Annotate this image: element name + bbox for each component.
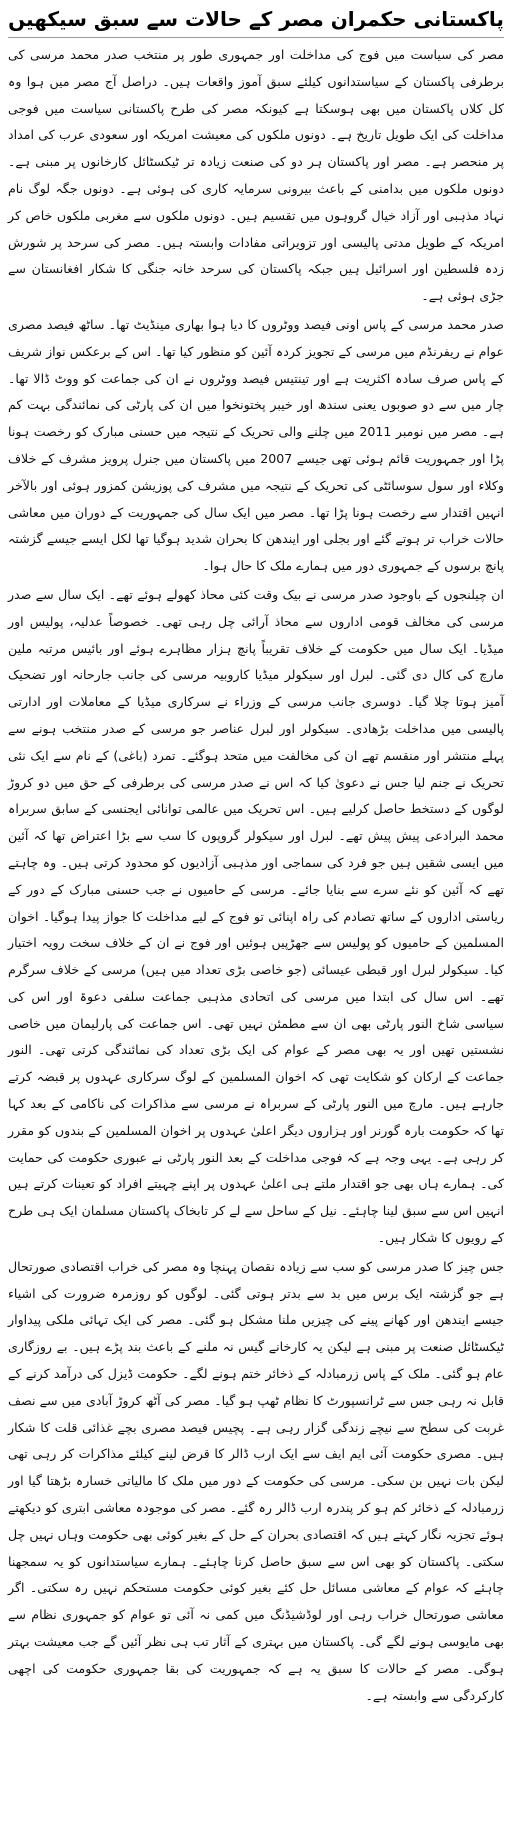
article-paragraph-1: مصر کی سیاست میں فوج کی مداخلت اور جمہوری طور پر منتخب صدر محمد مرسی کی برطرفی پاکستان کے سیاستدانوں کیلئے سبق آموز واقعات ہیں۔ دراصل آج مصر میں ہوا وہ کل کلاں پاکستان میں بھی ہوسکتا ہے کیونکہ مصر کی طرح پاکستانی سیاست میں فوجی مداخلت کی ایک طویل تاریخ ہے۔ دونوں ملکوں کی معیشت امریکہ اور سعودی عرب کی امداد پر منحصر ہے۔ مصر اور پاکستان ہر دو کی صنعت زیادہ تر ٹیکسٹائل کارخانوں پر مبنی ہے۔ دونوں ملکوں میں بدامنی کے باعث بیرونی سرمایہ کاری کی ہوئی ہے۔ دونوں جگہ لوگ نام نہاد مذہبی اور آزاد خیال گروہوں میں تقسیم ہیں۔ دونوں ملکوں سے مغربی ملکوں خاص کر امریکہ کے طویل مدتی پالیسی اور تزویراتی مفادات وابستہ ہیں۔ مصر کی سرحد پر شورش زدہ فلسطین اور اسرائیل ہیں جبکہ پاکستان کی سرحد خانہ جنگی کا شکار افغانستان سے جڑی ہوئی ہے۔ [8,47,504,304]
article-paragraph-2: صدر محمد مرسی کے پاس اونی فیصد ووٹروں کا دیا ہوا بھاری مینڈیٹ تھا۔ ساٹھ فیصد مصری عوام نے ریفرنڈم میں مرسی کے تجویز کردہ آئین کو منظور کیا تھا۔ اس کے برعکس نواز شریف کے پاس صرف سادہ اکثریت ہے اور تینتیس فیصد ووٹروں نے ان کی جماعت کو ووٹ ڈالا تھا۔ چار میں سے دو صوبوں یعنی سندھ اور خیبر پختونخوا میں ان کی پارٹی کی نمائندگی بہت کم ہے۔ مصر میں نومبر 2011 میں چلنے والی تحریک کے نتیجہ میں حسنی مبارک کو رخصت ہونا پڑا اور جمہوریت قائم ہوئی تھی جیسے 2007 میں پاکستان میں جنرل پرویز مشرف کے خلاف وکلاء اور سول سوسائٹی کی تحریک کے نتیجہ میں مشرف کی پوزیشن کمزور ہوئی اور بالآخر انہیں اقتدار سے رخصت ہونا پڑا تھا۔ مصر میں ایک سال کی جمہوریت کے دوران میں معاشی حالات خراب تر ہوتے گئے اور بجلی اور ایندھن کا بحران شدید ہوگیا تھا لکل ایسے جیسے گزشتہ پانچ برسوں کے جمہوری دور میں ہمارے ملک کا حال ہوا۔ [8,316,505,574]
headline-divider [8,37,504,38]
article-headline: پاکستانی حکمران مصر کے حالات سے سبق سیکھیں [8,7,504,31]
article-paragraph-4: جس چیز کا صدر مرسی کو سب سے زیادہ نقصان پہنچا وہ مصر کی خراب اقتصادی صورتحال ہے جو گزشتہ ایک برس میں بد سے بدتر ہوتی گئی۔ لوگوں کو روزمرہ ضرورت کی اشیاء جیسے ایندھن اور کھانے پینے کی چیزیں ملنا مشکل ہو گئی۔ مصر کی ایک تہائی ملکی پیداوار ٹیکسٹائل صنعت پر مبنی ہے لیکن یہ کارخانے گیس نہ ملنے کے باعث بند پڑے ہیں۔ بے روزگاری عام ہو گئی۔ ملک کے پاس زرمبادلہ کے ذخائر ختم ہونے لگے۔ حکومت ڈیزل کی درآمد کرنے کے قابل نہ رہی جس سے ٹرانسپورٹ کا نظام ٹھپ ہو گیا۔ مصر کی آٹھ کروڑ آبادی میں سے نصف غربت کی سطح سے نیچے زندگی گزار رہی ہے۔ پچیس فیصد مصری بچے غذائی قلت کا شکار ہیں۔ مصری حکومت آئی ایم ایف سے ایک ارب ڈالر کا قرض لینے کیلئے مذاکرات کر رہی تھی لیکن بات نہیں بن سکی۔ مرسی کی حکومت کے دور میں ملک کا مالیاتی خسارہ بڑھتا گیا اور زرمبادلہ کے ذخائر کم ہو کر پندرہ ارب ڈالر رہ گئے۔ مصر کی موجودہ معاشی ابتری کو دیکھتے ہوئے تجزیہ نگار کہتے ہیں کہ اقتصادی بحران کے حل کے بغیر کوئی بھی حکومت وہاں نہیں چل سکتی۔ پاکستان کو بھی اس سے سبق حاصل کرنا چاہئے۔ ہمارے سیاستدانوں کو یہ سمجھنا چاہئے کہ عوام کے معاشی مسائل حل کئے بغیر کوئی حکومت مستحکم نہیں رہ سکتی۔ اگر معاشی صورتحال خراب رہی اور لوڈشیڈنگ میں کمی نہ آئی تو عوام کو جمہوری نظام سے بھی مایوسی ہونے لگے گی۔ پاکستان میں بہتری کے آثار تب ہی نظر آئیں گے جب معیشت بہتر ہوگی۔ مصر کے حالات کا سبق یہ ہے کہ جمہوریت کی بقا جمہوری حکومت کی اچھی کارکردگی سے وابستہ ہے۔ [8,1258,504,1703]
article-paragraph-3: ان چیلنجوں کے باوجود صدر مرسی نے بیک وقت کئی محاذ کھولے ہوئے تھے۔ ایک سال سے صدر مرسی کی مخالف قومی اداروں سے محاذ آرائی چل رہی تھی۔ خصوصاً عدلیہ، پولیس اور میڈیا۔ ایک سال میں حکومت کے خلاف تقریباً پانچ ہزار مظاہرے ہوئے اور بائیس مرتبہ ملین مارچ کی کال دی گئی۔ لبرل اور سیکولر میڈیا کاروبیہ مرسی کی جانب جارحانہ اور تضحیک آمیز ہوتا چلا گیا۔ دوسری جانب مرسی کے وزراء نے سرکاری میڈیا کے معاملات اور ادارتی پالیسی میں مداخلت بڑھادی۔ سیکولر اور لبرل عناصر جو مرسی کے صدر منتخب ہونے سے پہلے منتشر اور منقسم تھے ان کی مخالفت میں متحد ہوگئے۔ تمرد (باغی) کے نام سے ایک نئی تحریک نے جنم لیا جس نے دعویٰ کیا کہ اس نے صدر مرسی کی برطرفی کے حق میں دو کروڑ لوگوں کے دستخط حاصل کرلیے ہیں۔ اس تحریک میں عالمی توانائی ایجنسی کے سابق سربراہ محمد البرادعی پیش پیش تھے۔ لبرل اور سیکولر گروپوں کا سب سے بڑا اعتراض تھا کہ آئین میں ایسی شقیں ہیں جو فرد کی سماجی اور مذہبی آزادیوں کو محدود کرتی ہیں۔ وہ چاہتے تھے کہ آئین کو نئے سرے سے بنایا جائے۔ مرسی کے حامیوں نے جب حسنی مبارک کے دور کے ریاستی اداروں کے ساتھ تصادم کی راہ اپنائی تو فوج کے لیے مداخلت کا جواز پیدا ہوگیا۔ اخوان المسلمین کے حامیوں کو پولیس سے جھڑپیں ہوئیں اور فوج نے ان کے خلاف سخت رویہ اختیار کیا۔ سیکولر لبرل اور قبطی عیسائی (جو خاصی بڑی تعداد میں ہیں) مرسی کے خلاف سرگرم تھے۔ اس سال کی ابتدا میں مرسی کی اتحادی مذہبی جماعت سلفی دعوۃ اور اس کی سیاسی شاخ النور پارٹی بھی ان سے مطمئن نہیں تھی۔ اس جماعت کی پارلیمان میں خاصی نشستیں تھیں اور یہ بھی مصر کے عوام کی ایک بڑی تعداد کی نمائندگی کرتی تھی۔ النور جماعت کے ارکان کو شکایت تھی کہ اخوان المسلمین کے لوگ سرکاری عہدوں پر قبضہ کرتے جارہے ہیں۔ مارچ میں النور پارٹی کے سربراہ نے مرسی سے مذاکرات کی ناکامی کے بعد کہا تھا کہ حکومت بارہ گورنر اور ہزاروں دیگر اعلیٰ عہدوں پر اخوان المسلمین کے بندوں کو مقرر کر رہی ہے۔ یہی وجہ ہے کہ فوجی مداخلت کے بعد النور پارٹی نے عبوری حکومت کی حمایت کی۔ ہمارے ہاں بھی جو اقتدار ملتے ہی اعلیٰ عہدوں پر اپنے چہیتے افراد کو تعینات کرتے ہیں انہیں اس سے سبق لینا چاہئے۔ نیل کے ساحل سے لے کر تابخاک پاکستان مسلمان ایک ہی طرح کے رویوں کا شکار ہیں۔ [8,586,504,1246]
